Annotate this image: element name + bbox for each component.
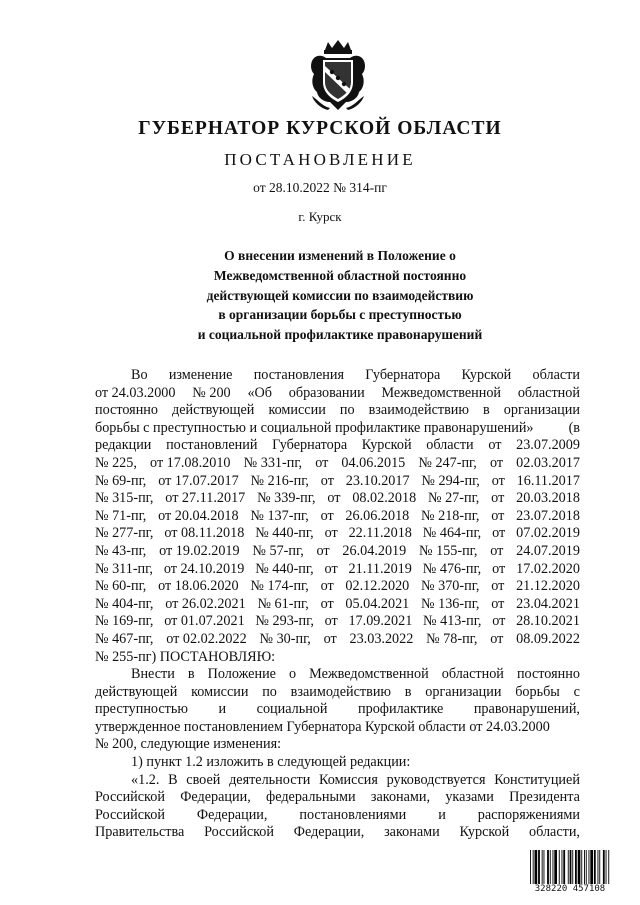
coat-of-arms-icon [308,40,368,114]
body-line [95,367,580,385]
body-word: правонарушений, [473,701,580,718]
body-line [95,807,580,825]
body-word: федеральными [266,789,356,806]
body-word: № 216-пг, [250,472,309,489]
body-word: № 218-пг, [421,507,480,524]
body-word: от 17.08.2010 [150,454,231,471]
body-word: от [324,560,338,577]
body-word: от [324,613,338,630]
body-word: Комиссия [319,771,378,788]
body-word: 21.11.2019 [348,560,412,577]
body-word: Президента [509,789,580,806]
body-word: Федерации, [180,789,251,806]
body-word: 22.11.2018 [348,525,412,542]
body-word: Федерации, [196,806,268,823]
body-line [95,385,580,403]
body-word: областной [517,384,580,401]
body-word: № 155-пг, [419,542,478,559]
body-word: от [320,472,334,489]
body-word: 23.03.2022 [349,630,414,647]
barcode-bar [563,850,565,884]
body-word: утвержденное постановлением Губернатора Курской области от 24.03.2000 [95,718,550,735]
body-word: № 467-пг, [95,630,154,647]
document-city: г. Курск [298,209,342,224]
barcode-bar [547,850,549,884]
body-word: от [491,490,505,507]
body-word: 20.03.2018 [516,490,580,507]
body-word: от 27.11.2017 [165,490,246,507]
body-word: Межведомственной [381,384,502,401]
body-word: от [492,525,506,542]
body-word: от 24.10.2019 [163,560,245,577]
body-line [95,754,580,772]
body-word: № 30-пг, [259,630,311,647]
barcode-bar [578,850,581,884]
subject-line: в организации борьбы с преступностью [218,307,462,323]
body-word: № 225, [95,454,137,471]
body-word: Во [131,367,148,383]
body-word: № 27-пг, [427,490,480,507]
barcode-bar [559,850,560,884]
body-word: редакции [95,437,152,454]
body-line [95,719,580,737]
body-word: № 174-пг, [250,578,309,595]
barcode-bar [584,850,585,884]
body-word: действующей [172,402,255,419]
body-word: борьбы с преступностью и социальной профилактике правонарушений» [95,419,534,436]
body-word: от [323,630,337,647]
body-line [95,684,580,702]
body-word: законами, [370,789,431,806]
body-word: руководствуется [386,771,486,788]
barcode-bar [590,850,593,884]
body-line [95,455,580,473]
barcode-bar [568,850,569,884]
body-word: от 01.07.2021 [164,613,245,630]
body-word: Федерации, [293,824,365,841]
body-word: 17.09.2021 [348,613,413,630]
body-word: № 440-пг, [255,560,314,577]
barcode-bar [586,850,587,884]
body-word: действующей [95,683,178,700]
body-line [95,824,580,842]
body-word: от 02.02.2022 [166,630,247,647]
barcode-bar [598,850,599,884]
body-word: от [320,507,334,524]
body-word: области [426,437,474,454]
body-word: 08.02.2018 [352,490,417,507]
body-word: от [324,525,338,542]
barcode-bar [572,850,573,884]
body-word: комиссии [268,402,326,419]
body-word: 23.04.2021 [516,595,580,612]
body-word: от [320,578,334,595]
body-word: от 24.03.2000 [95,384,176,401]
body-word: № 60-пг, [95,578,147,595]
body-word: Межведомственной [309,666,429,683]
body-word: 26.06.2018 [345,507,410,524]
body-word: постановления [253,367,345,383]
body-word: от [491,595,505,612]
body-word: от [490,630,504,647]
body-word: постановлениями [299,806,407,823]
body-word: по [262,683,277,700]
body-line [95,525,580,543]
subject-line: О внесении изменений в Положение о [224,248,456,263]
body-word: Положение [207,666,276,683]
body-word: в [187,666,195,683]
body-word: «1.2. [131,771,160,788]
document-subject [120,246,560,345]
body-word: по [339,402,355,419]
body-word: и [438,806,446,823]
subject-line: и социальной профилактике правонарушений [197,327,483,343]
body-line [95,701,580,719]
issuing-authority: ГУБЕРНАТОР КУРСКОЙ ОБЛАСТИ [138,118,502,139]
body-word: № 71-пг, [95,507,147,524]
barcode-bar [581,850,582,884]
body-word: от [492,613,506,630]
body-word: от [488,437,502,454]
barcode-bar [538,850,540,884]
body-word: № 255-пг) ПОСТАНОВЛЯЮ: [95,648,276,665]
barcode-bar [542,850,543,884]
body-line [95,402,580,420]
body-word: Внести [131,666,175,683]
body-word: областной [441,666,504,683]
body-word: организации [503,402,580,419]
body-word: № 78-пг, [426,630,478,647]
body-line [95,543,580,561]
body-word: № 69-пг, [95,472,147,489]
barcode-bar [594,850,596,884]
body-word: Курской [461,367,512,383]
body-line [95,666,580,684]
body-word: постоянно [95,402,158,419]
body-word: № 413-пг, [423,613,482,630]
body-word: 05.04.2021 [345,595,410,612]
body-word: № 136-пг, [421,595,480,612]
barcode-bar [608,850,609,884]
subject-line: Межведомственной областной постоянно [213,267,467,283]
body-word: от [491,472,505,489]
body-word: своей [186,771,221,788]
body-word: с [573,683,580,700]
body-line [95,561,580,579]
body-word: от [491,578,505,595]
body-line [95,613,580,631]
body-word: № 476-пг, [422,560,482,577]
body-word: 08.09.2022 [516,630,580,647]
body-word: 23.07.2018 [516,507,580,524]
body-word: № 464-пг, [422,525,482,542]
body-word: 04.06.2015 [341,454,406,471]
body-word: законами [384,824,440,841]
body-word: от [489,454,504,471]
body-word: № 370-пг, [421,578,480,595]
body-word: комиссии [191,683,249,700]
barcode-bar [606,850,607,884]
body-word: № 311-пг, [95,560,153,577]
body-word: № 137-пг, [250,507,309,524]
body-line [95,649,580,667]
body-word: от 18.06.2020 [158,578,239,595]
barcode-bar [603,850,605,884]
body-word: распоряжениями [477,806,580,823]
body-word: Курской [361,437,412,454]
document-date-number: от 28.10.2022 № 314-пг [253,180,387,195]
body-word: взаимодействию [290,683,392,700]
body-word: № 200, следующие изменения: [95,736,282,753]
body-word: Российской [95,789,165,806]
body-word: от [492,560,506,577]
body-word: 24.07.2019 [516,542,580,559]
body-word: социальной [256,701,328,718]
body-word: области [532,367,580,383]
body-line [95,437,580,455]
barcode-bar [544,850,545,884]
body-word: № 339-пг, [257,490,316,507]
body-word: в [483,402,490,419]
subject-line: действующей комиссии по взаимодействию [206,287,474,303]
body-word: Правительства [95,824,185,841]
body-line [95,578,580,596]
body-word: 07.02.2019 [516,525,580,542]
body-word: № 315-пг, [95,490,154,507]
body-line [95,772,580,790]
body-word: Курской [459,824,510,841]
body-line [95,420,580,438]
body-word: «Об [247,384,272,401]
barcode-bar [575,850,577,884]
body-word: от 20.04.2018 [158,507,239,524]
barcode-bar [599,850,600,884]
body-word: Российской [95,806,165,823]
barcode-bar [535,850,538,884]
body-word: Конституцией [494,771,580,788]
body-word: преступностью [95,701,188,718]
body-word: 26.04.2019 [342,542,407,559]
body-word: от 08.11.2018 [164,525,245,542]
body-word: от [315,454,329,471]
body-word: постоянно [516,666,580,683]
body-word: области, [529,824,580,841]
body-word: № 404-пг, [95,595,154,612]
body-word: 21.12.2020 [516,578,580,595]
body-word: Российской [204,824,274,841]
body-word: Губернатора [272,437,348,454]
body-line [95,490,580,508]
document-body [95,367,580,842]
body-word: № 200 [192,384,231,401]
body-word: № 43-пг, [95,542,147,559]
body-word: от 17.07.2017 [158,472,239,489]
body-word: от [316,542,330,559]
body-word: № 247-пг, [418,454,477,471]
barcode-bar [533,850,534,884]
body-word: от 26.02.2021 [165,595,246,612]
barcode-bar [530,850,531,884]
body-word: деятельности [229,771,311,788]
body-word: от [327,490,341,507]
barcode-number: 328220 457108 [528,884,612,894]
body-word: 16.11.2017 [516,472,580,489]
body-word: борьбы [515,683,560,700]
body-line [95,789,580,807]
barcode-bar [554,850,557,884]
body-line [95,631,580,649]
body-word: в [404,683,412,700]
body-word: от [490,542,504,559]
body-word: о [289,666,297,683]
body-word: взаимодействию [368,402,469,419]
barcode-bar [553,850,554,884]
barcode-bar [562,850,563,884]
body-word: изменение [168,367,233,383]
body-word: (в [568,419,580,436]
body-line [95,596,580,614]
body-word: от 19.02.2019 [159,542,240,559]
body-word: от [491,507,505,524]
body-word: № 331-пг, [243,454,303,471]
body-word: 17.02.2020 [516,560,580,577]
body-word: профилактике [358,701,444,718]
barcode-bar [550,850,551,884]
body-word: постановлений [166,437,258,454]
body-word: № 277-пг, [95,525,154,542]
body-word: указами [445,789,494,806]
body-line [95,508,580,526]
body-line [95,736,580,754]
body-word: № 61-пг, [257,595,309,612]
body-word: организации [425,683,502,700]
body-word: № 293-пг, [255,613,314,630]
body-word: Губернатора [365,367,441,383]
body-line [95,473,580,491]
body-word: и [218,701,227,718]
body-word: 28.10.2021 [516,613,580,630]
body-word: образовании [288,384,365,401]
body-word: 23.10.2017 [345,472,410,489]
body-word: № 57-пг, [252,542,304,559]
body-word: 02.12.2020 [345,578,410,595]
document-type: ПОСТАНОВЛЕНИЕ [224,150,416,169]
barcode-bar [570,850,572,884]
body-word: 23.07.2009 [516,437,580,454]
body-word: № 294-пг, [421,472,480,489]
body-word: 1) пункт 1.2 изложить в следующей редакции: [131,754,411,771]
body-word: от [320,595,334,612]
body-word: № 440-пг, [255,525,314,542]
body-word: В [168,771,178,788]
body-word: 02.03.2017 [516,454,580,471]
body-word: № 169-пг, [95,613,154,630]
barcode-bar [589,850,590,884]
